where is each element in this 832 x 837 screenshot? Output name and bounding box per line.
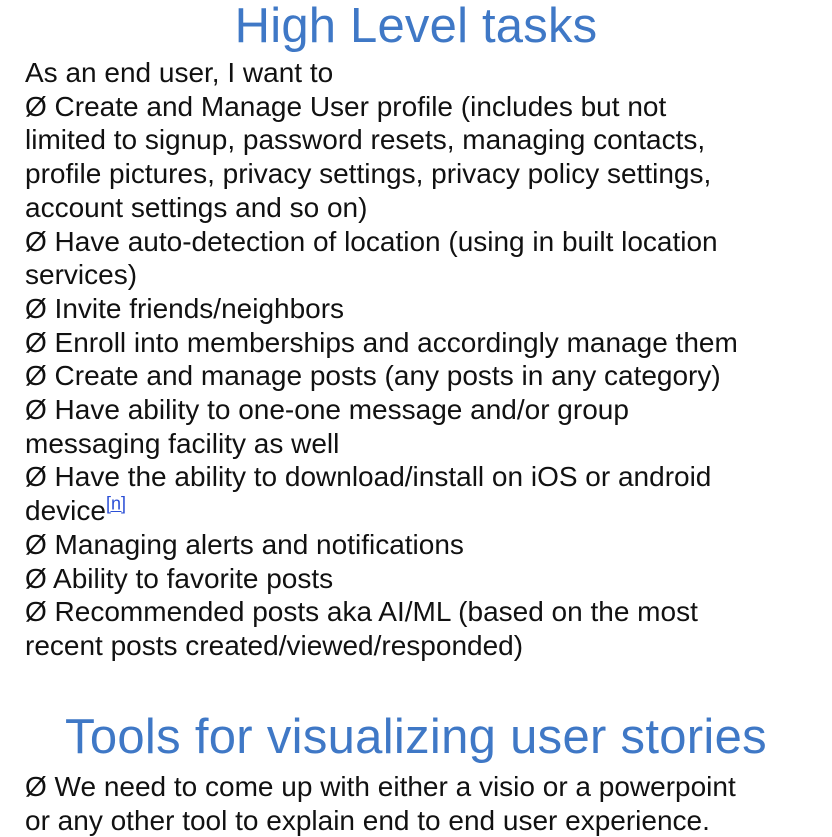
task-item-alerts [25, 528, 822, 562]
task-line: Ø Have ability to one-one message and/or group [25, 394, 629, 426]
task-line: Ø Have the ability to download/install on iOS or android [25, 461, 712, 493]
section-heading-visualizing-tools: Tools for visualizing user stories [65, 710, 767, 764]
task-line: account settings and so on) [25, 191, 368, 223]
tool-item-visio [25, 770, 822, 837]
task-item-invite [25, 292, 822, 326]
task-line: messaging facility as well [25, 427, 340, 459]
citation-link[interactable]: [n] [105, 493, 126, 514]
task-line: Ø Ability to favorite posts [25, 562, 334, 594]
task-line: Ø Have auto-detection of location (using in built location [25, 225, 718, 257]
task-line: recent posts created/viewed/responded) [25, 629, 524, 661]
task-item-posts [25, 359, 822, 393]
section-heading-high-level-tasks: High Level tasks [234, 0, 598, 53]
task-item-location [25, 225, 822, 292]
task-line: Ø Enroll into memberships and accordingly manage them [25, 326, 738, 358]
task-line: profile pictures, privacy settings, privacy policy settings, [25, 158, 712, 190]
task-line: services) [25, 259, 138, 291]
task-item-memberships [25, 326, 822, 360]
task-item-favorite [25, 562, 822, 596]
task-line-text: device [25, 495, 106, 527]
task-line: Ø Invite friends/neighbors [25, 292, 345, 324]
task-line: Ø Create and Manage User profile (includes but not [25, 90, 667, 122]
high-level-tasks-body [25, 56, 822, 663]
visualizing-tools-body [25, 770, 822, 837]
intro-text: As an end user, I want to [25, 57, 334, 88]
tool-line: Ø We need to come up with either a visio or a powerpoint [25, 771, 736, 802]
task-item-install [25, 460, 822, 527]
task-line: limited to signup, password resets, managing contacts, [25, 124, 706, 156]
task-line: Ø Recommended posts aka AI/ML (based on the most [25, 596, 698, 628]
tool-line: or any other tool to explain end to end user experience. [25, 804, 710, 836]
task-item-user-profile [25, 90, 822, 225]
task-item-recommended [25, 595, 822, 662]
task-item-messaging [25, 393, 822, 460]
task-line: Ø Managing alerts and notifications [25, 528, 464, 560]
task-line: Ø Create and manage posts (any posts in any category) [25, 360, 721, 392]
task-line-with-citation [25, 494, 822, 528]
